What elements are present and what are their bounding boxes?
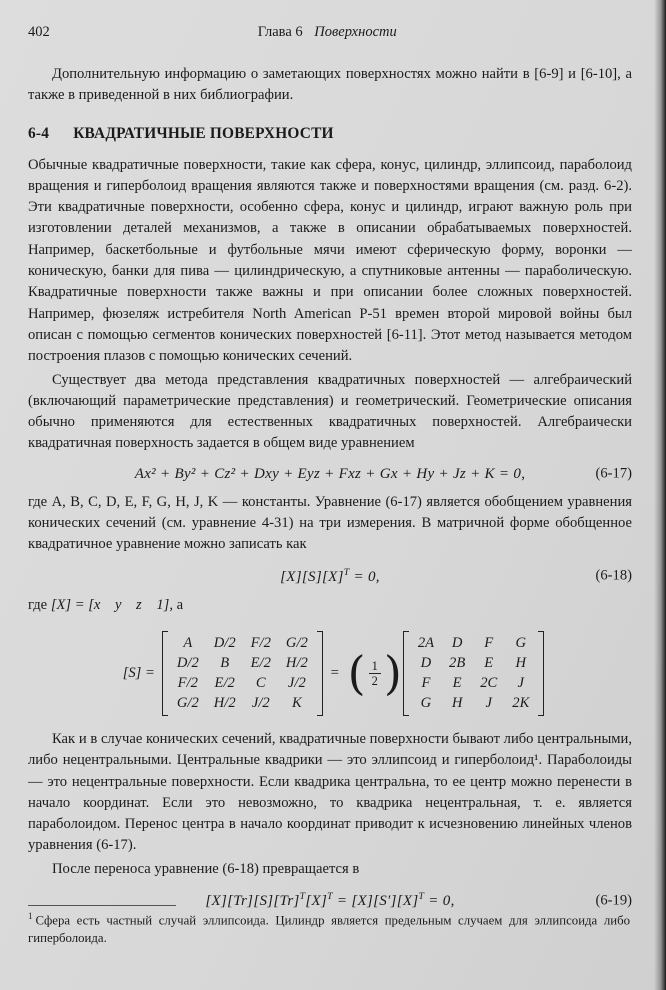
matrix-cell: E: [452, 674, 462, 691]
equation-term: [X][Tr][S][Tr]: [205, 893, 300, 910]
fraction-numerator: 1: [371, 658, 378, 673]
equation-6-17: [28, 466, 632, 483]
matrix-cell: F/2: [177, 674, 198, 691]
equation-expression: [280, 566, 380, 585]
matrix-cell: J/2: [287, 674, 306, 691]
matrix-cell: K: [291, 694, 302, 711]
matrix-cell: J/2: [251, 694, 270, 711]
transpose-superscript: T: [343, 566, 350, 578]
where-clause: [28, 595, 632, 616]
matrix-cell: H: [451, 694, 463, 711]
matrix-cell: D: [420, 654, 432, 671]
equation-6-18: [28, 567, 632, 586]
matrix-cell: F/2: [250, 634, 271, 651]
matrix-cell: G: [515, 634, 527, 651]
matrix-cell: 2C: [480, 674, 498, 691]
matrix-cell: H: [515, 654, 527, 671]
matrix-cell: D/2: [176, 654, 199, 671]
matrix-cell: G/2: [176, 694, 199, 711]
matrix-cell: C: [255, 674, 266, 691]
running-head-chapter: Глава 6: [257, 24, 303, 40]
equation-term: [X]: [305, 893, 328, 910]
matrix-cell: 2A: [417, 634, 435, 651]
scan-edge-shadow: [654, 0, 666, 990]
running-head-title: Поверхности: [314, 24, 397, 40]
matrix-cell: B: [220, 654, 230, 671]
matrix-cell: 2B: [449, 654, 466, 671]
matrix-cell: D: [451, 634, 463, 651]
paragraph-after-transfer: После переноса уравнение (6-18) превращается в: [52, 860, 360, 877]
page-number: 402: [28, 24, 50, 40]
footnote: [28, 905, 630, 948]
equation-term: = [X][S′][X]: [332, 893, 419, 910]
matrix-cell: 2K: [512, 694, 530, 711]
paragraph-constants: где A, B, C, D, E, F, G, H, J, K — константы. Уравнение (6-17) является обобщением уравнения конических сечений (см. уравнение 4-31) на три измерения. В матричной форме обобщенное квадратичное уравнение можно записать как: [28, 493, 632, 553]
matrix-cell: E: [484, 654, 494, 671]
one-half-fraction: [369, 659, 381, 689]
running-head: [28, 24, 632, 44]
matrix-cell: J: [485, 694, 492, 711]
paragraph-quadric-intro: Обычные квадратичные поверхности, такие как сфера, конус, цилиндр, эллипсоид, параболоид вращения и гиперболоид вращения являются также и поверхностями вращения (см. разд. 6-2). Эти квадратичные поверхности, особенно сфера, конус и цилиндр, играют важную роль при изготовлении деталей механизмов, а также в описании обрабатываемых поверхностей. Например, баскетбольные и футбольные мячи имеют сферическую форму, воронки — коническую, банки для пива — цилиндрическую, а спутниковые антенны — параболическую. Квадратичные поверхности также важны и при описании более сложных поверхностей. Например, фюзеляж истребителя North American P-51 времен второй мировой войны был описан с помощью сегментов конических поверхностей [6-11]. Этот метод называется методом построения плазов с помощью конических сечений.: [28, 156, 632, 365]
section-heading: [28, 125, 632, 143]
matrix-cell: E/2: [250, 654, 271, 671]
matrix-cell: A: [183, 634, 193, 651]
matrix-cell: H/2: [285, 654, 308, 671]
section-title: КВАДРАТИЧНЫЕ ПОВЕРХНОСТИ: [73, 124, 334, 142]
equation-number: (6-19): [595, 892, 632, 909]
row-vector-expression: [X] = [x y z 1]: [50, 596, 170, 613]
matrix-equation: [28, 630, 632, 717]
footnote-body: Сфера есть частный случай эллипсоида. Цилиндр является предельным случаем для эллипсоида либо гиперболоида.: [28, 912, 630, 946]
paragraph-two-methods: Существует два метода представления квадратичных поверхностей — алгебраический (включающий параметрические представления) и геометрический. Геометрические описания обычно применяются для естественных квадратичных поверхностей. Алгебраически квадратичная поверхность задается в общем виде уравнением: [28, 371, 632, 452]
where-prefix: где: [28, 596, 51, 613]
paragraph-central-quadrics: Как и в случае конических сечений, квадратичные поверхности бывают либо центральными, либо нецентральными. Центральные квадрики — это эллипсоид и гиперболоид¹. Параболоиды — это нецентральные поверхности. Если квадрика центральна, то ее центр можно перенести в начало координат. Если это невозможно, то квадрика нецентральная, т. е. является параболоидом. Перенос центра в начало координат приводит к исчезновению линейных членов уравнения (6-17).: [28, 730, 632, 854]
matrix-cell: J: [517, 674, 525, 691]
footnote-rule: [28, 905, 176, 906]
equation-term: [X][S][X]: [280, 568, 344, 585]
equation-term: = 0,: [424, 893, 455, 910]
intro-paragraph: Дополнительную информацию о заметающих поверхностях можно найти в [6-9] и [6-10], а также в приведенной в них библиографии.: [28, 66, 632, 104]
matrix-bracket-right: [317, 631, 323, 716]
matrix-cell: F: [421, 674, 431, 691]
scaled-matrix: [409, 630, 539, 717]
footnote-marker: 1: [28, 910, 33, 921]
matrix-cell: G/2: [285, 634, 308, 651]
matrix-cell: F: [484, 634, 494, 651]
equation-number: (6-17): [595, 465, 632, 482]
equation-term: = 0,: [349, 568, 380, 585]
s-matrix-lhs: [S] =: [122, 664, 155, 681]
where-suffix: , а: [169, 596, 184, 613]
matrix-cell: E/2: [214, 674, 235, 691]
matrix-cell: D/2: [213, 634, 236, 651]
chapter-heading: [258, 24, 397, 41]
fraction-denominator: 2: [369, 673, 381, 688]
matrix-cell: G: [420, 694, 432, 711]
transpose-superscript: T: [327, 891, 333, 903]
paren-left: (: [347, 645, 366, 700]
transpose-superscript: T: [299, 891, 306, 903]
s-matrix: [168, 630, 317, 717]
footnote-text: [28, 910, 630, 948]
equation-expression: Ax² + By² + Cz² + Dxy + Eyz + Fxz + Gx + Hy + Jz + K = 0,: [134, 465, 526, 482]
matrix-bracket-right: [538, 631, 544, 716]
section-number: 6-4: [28, 124, 50, 142]
matrix-cell: H/2: [213, 694, 236, 711]
transpose-superscript: T: [418, 891, 425, 903]
paren-right: ): [383, 645, 402, 700]
equals-sign: =: [329, 664, 340, 681]
equation-number: (6-18): [595, 567, 632, 584]
